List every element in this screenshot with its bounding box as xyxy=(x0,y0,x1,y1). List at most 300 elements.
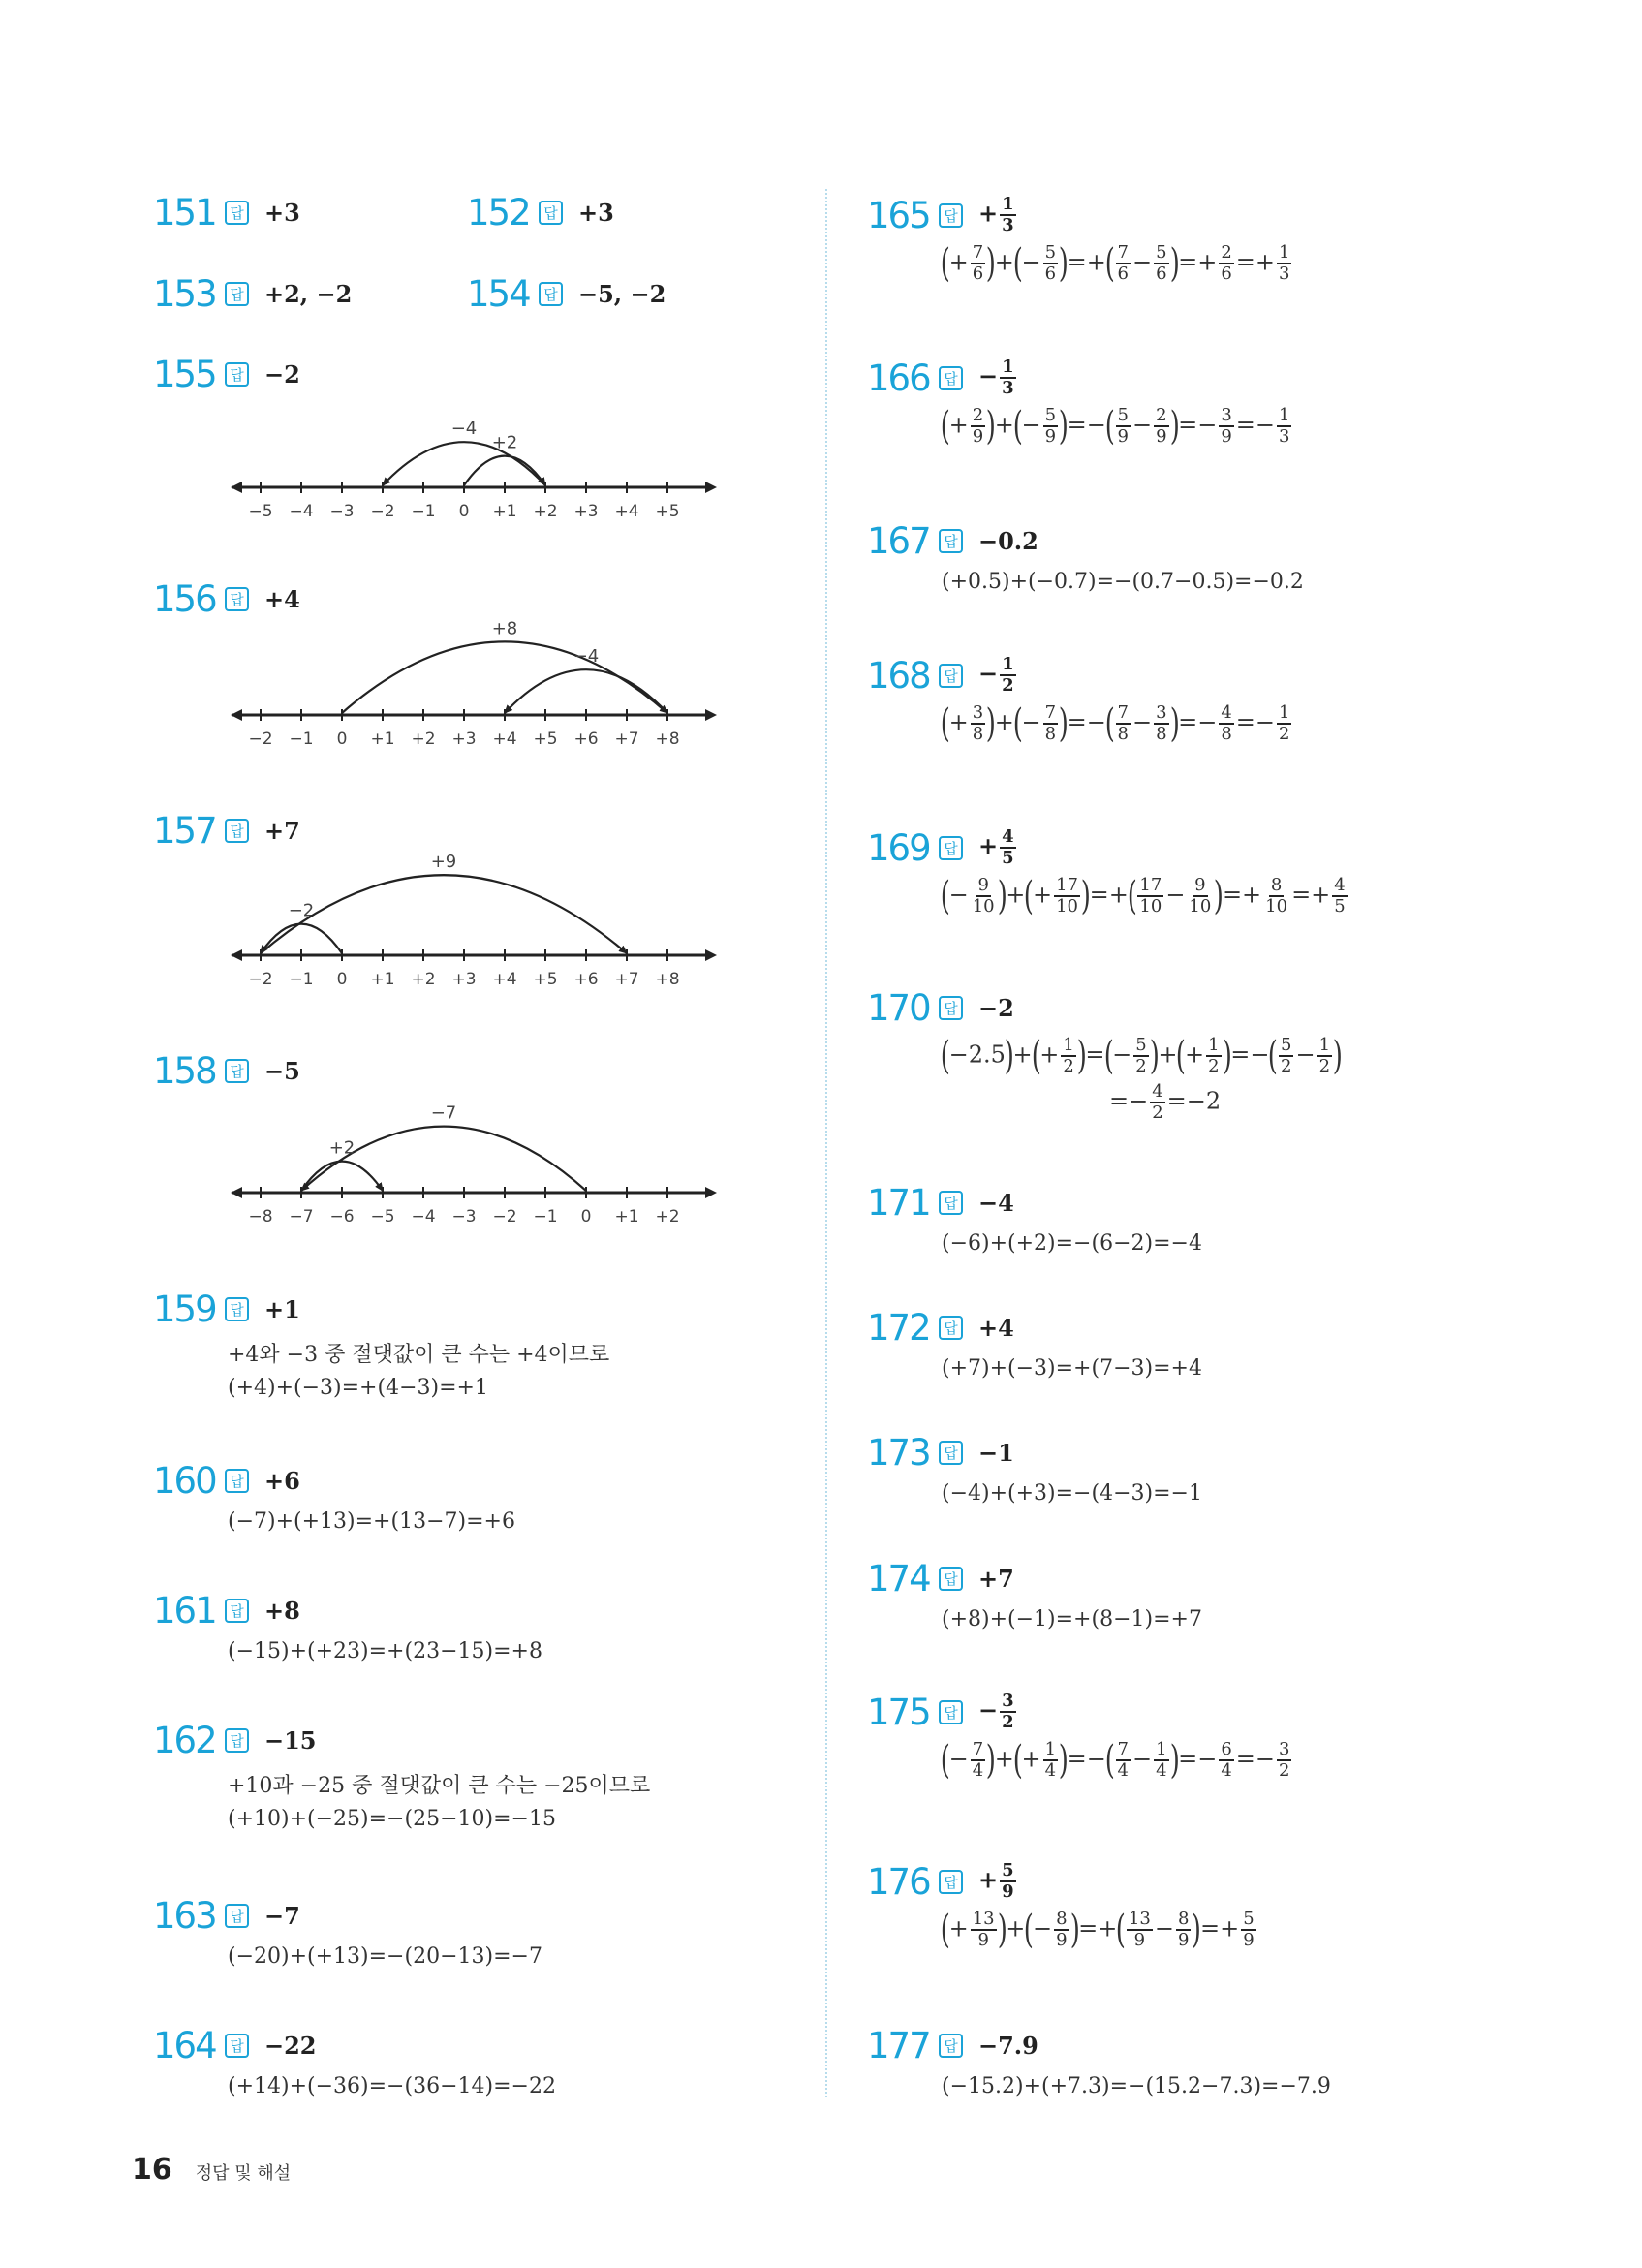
numerator: 1 xyxy=(1063,1035,1074,1055)
fraction xyxy=(1206,1037,1221,1075)
denominator: 9 xyxy=(1044,426,1057,447)
denominator: 8 xyxy=(1117,724,1129,744)
fraction xyxy=(1219,244,1233,283)
problem-155 xyxy=(153,353,300,395)
problem-154 xyxy=(467,272,666,315)
expr-text: ( xyxy=(1012,404,1023,449)
numerator: 5 xyxy=(1044,242,1057,263)
jump-arc xyxy=(261,875,627,953)
fraction xyxy=(1043,704,1058,743)
expr-text: ( xyxy=(1104,1738,1115,1783)
answer-badge: 답 xyxy=(225,282,249,306)
answer-fraction xyxy=(1000,656,1016,695)
expr-text: ( xyxy=(1031,1034,1041,1078)
expr-text: ( xyxy=(1104,404,1115,449)
expr-text: + xyxy=(1012,1041,1033,1069)
expr-text: + xyxy=(1006,1914,1026,1942)
expr-text: ( xyxy=(940,1908,950,1952)
expr-text: ) xyxy=(1222,1034,1232,1078)
problem-173 xyxy=(867,1431,1202,1506)
expr-text: + xyxy=(1021,1745,1041,1773)
answer-badge: 답 xyxy=(225,819,249,843)
numerator: 3 xyxy=(1221,405,1232,425)
numerator: 5 xyxy=(1156,242,1167,263)
numerator: 7 xyxy=(1117,242,1129,263)
expr-text: = xyxy=(1235,1745,1255,1773)
expr-text: ) xyxy=(985,404,997,449)
expr-text: + xyxy=(1185,1041,1205,1069)
problem-169 xyxy=(867,826,1349,916)
tick-label: +4 xyxy=(614,502,639,521)
denominator: 9 xyxy=(977,1930,989,1950)
expr-text: + xyxy=(948,1914,969,1942)
problem-number: 171 xyxy=(867,1181,930,1224)
numerator: 4 xyxy=(1221,702,1232,723)
answer: +7 xyxy=(264,816,300,845)
answer-badge: 답 xyxy=(225,587,249,611)
fraction xyxy=(1263,877,1289,916)
expr-text: − xyxy=(1131,1745,1153,1773)
tick-label: +5 xyxy=(655,502,680,521)
expr-text: + xyxy=(1311,881,1331,909)
expr-text: + xyxy=(948,248,969,276)
expr-text: ) xyxy=(1080,874,1091,918)
expr-text: = xyxy=(1200,1914,1221,1942)
fraction xyxy=(971,877,997,916)
problem-number: 151 xyxy=(153,191,216,233)
expr-text: = xyxy=(1235,248,1255,276)
fraction xyxy=(1116,704,1131,743)
denominator: 5 xyxy=(1002,848,1014,868)
expr-text: ( xyxy=(940,1034,950,1078)
expr-text: − xyxy=(1021,411,1041,439)
footer-label: 정답 및 해설 xyxy=(195,2163,292,2184)
numerator: 1 xyxy=(1279,405,1290,425)
expr-text: ( xyxy=(940,1738,950,1783)
tick-label: +6 xyxy=(573,730,599,749)
tick-label: +1 xyxy=(370,970,395,989)
expr-text: + xyxy=(1006,881,1026,909)
problem-number: 177 xyxy=(867,2024,930,2066)
denominator: 6 xyxy=(972,264,984,284)
denominator: 9 xyxy=(1056,1930,1068,1950)
tick-label: +3 xyxy=(451,730,477,749)
tick-label: 0 xyxy=(458,502,470,521)
expr-text: + xyxy=(1197,248,1218,276)
denominator: 2 xyxy=(1152,1103,1163,1123)
answer-badge: 답 xyxy=(225,1059,249,1083)
tick-label: −6 xyxy=(329,1207,355,1227)
expr-text: + xyxy=(1039,1041,1060,1069)
arc-label: −2 xyxy=(288,900,315,921)
expr-text: − xyxy=(1197,708,1218,736)
answer-badge: 답 xyxy=(939,664,963,688)
expr-text: + xyxy=(994,708,1014,736)
problem-175 xyxy=(867,1691,1293,1783)
expr-text: ) xyxy=(1058,1738,1069,1783)
problem-166 xyxy=(867,357,1293,449)
problem-158 xyxy=(153,1049,300,1092)
numerator: 1 xyxy=(1002,194,1014,214)
answer-sign: − xyxy=(978,361,999,390)
answer-fraction xyxy=(1000,1862,1016,1901)
problem-171 xyxy=(867,1181,1202,1256)
expr-text: ( xyxy=(1176,1034,1187,1078)
denominator: 6 xyxy=(1221,264,1232,284)
expr-text: ( xyxy=(940,241,950,286)
answer-sign: + xyxy=(978,831,999,860)
problem-161 xyxy=(153,1589,542,1663)
denominator: 6 xyxy=(1156,264,1167,284)
jump-arc xyxy=(301,1162,383,1191)
expr-text: = xyxy=(1222,881,1243,909)
denominator: 8 xyxy=(1044,724,1057,744)
denominator: 6 xyxy=(1044,264,1057,284)
problem-165 xyxy=(867,194,1293,286)
denominator: 9 xyxy=(1002,1881,1014,1902)
answer xyxy=(978,358,1018,397)
problem-176 xyxy=(867,1860,1258,1952)
answer: −1 xyxy=(978,1438,1014,1467)
tick-label: −5 xyxy=(370,1207,395,1227)
solution-line: (+14)+(−36)=−(36−14)=−22 xyxy=(228,2074,556,2098)
expr-text: = xyxy=(1085,1041,1105,1069)
expr-text: ) xyxy=(1058,241,1069,286)
arc-label: +8 xyxy=(491,618,518,639)
tick-label: −2 xyxy=(248,730,273,749)
denominator: 3 xyxy=(1002,378,1014,398)
axis-arrow-left xyxy=(231,1187,242,1198)
solution-line: (−15)+(+23)=+(23−15)=+8 xyxy=(228,1639,542,1663)
numerator: 17 xyxy=(1056,875,1078,895)
expr-text: = xyxy=(1235,411,1255,439)
fraction xyxy=(1150,1083,1164,1122)
numerator: 8 xyxy=(1270,875,1283,895)
denominator: 8 xyxy=(1221,724,1232,744)
expr-text: + xyxy=(948,411,969,439)
tick-label: −1 xyxy=(289,970,314,989)
fraction xyxy=(971,244,985,283)
arc-label: +2 xyxy=(491,432,518,453)
fraction xyxy=(1332,877,1347,916)
expr-text: = xyxy=(1067,708,1087,736)
numerator: 4 xyxy=(1334,875,1346,895)
problem-number: 173 xyxy=(867,1431,930,1474)
answer-badge: 답 xyxy=(939,1191,963,1215)
number-line-155 xyxy=(229,407,723,528)
numerator: 5 xyxy=(1135,1035,1147,1055)
denominator: 9 xyxy=(1177,1930,1190,1950)
answer: −5 xyxy=(264,1056,300,1085)
expr-text: ( xyxy=(1103,1034,1114,1078)
answer-badge: 답 xyxy=(225,1297,249,1321)
solution-line: (−20)+(+13)=−(20−13)=−7 xyxy=(228,1944,542,1969)
fraction xyxy=(1317,1037,1332,1075)
expr-text: ( xyxy=(1116,1908,1127,1952)
problem-number: 164 xyxy=(153,2024,216,2066)
expr-text: − xyxy=(1086,411,1106,439)
answer-badge: 답 xyxy=(225,1728,249,1753)
problem-number: 155 xyxy=(153,353,216,395)
fraction xyxy=(1061,1037,1075,1075)
fraction xyxy=(1116,407,1131,446)
expr-text: ( xyxy=(1012,701,1023,746)
expr-text: − xyxy=(1165,881,1186,909)
fraction xyxy=(1219,407,1233,446)
expr-text: ( xyxy=(1268,1034,1279,1078)
expr-text: ) xyxy=(1332,1034,1343,1078)
solution-expression xyxy=(940,241,1293,286)
expr-text: + xyxy=(1098,1914,1118,1942)
answer: +7 xyxy=(978,1564,1014,1593)
denominator: 4 xyxy=(1156,1760,1167,1781)
denominator: 6 xyxy=(1117,264,1129,284)
arc-label: +2 xyxy=(328,1137,356,1159)
answer xyxy=(978,828,1018,867)
denominator: 4 xyxy=(1117,1760,1129,1781)
tick-label: −2 xyxy=(492,1207,517,1227)
tick-label: +3 xyxy=(573,502,599,521)
numerator: 2 xyxy=(1221,242,1232,263)
problem-153 xyxy=(153,272,352,315)
expr-text: ( xyxy=(940,701,950,746)
problem-number: 152 xyxy=(467,191,530,233)
jump-arc xyxy=(301,1127,586,1191)
answer-badge: 답 xyxy=(939,1700,963,1724)
fraction xyxy=(1277,704,1291,743)
tick-label: −2 xyxy=(370,502,395,521)
denominator: 10 xyxy=(1265,896,1288,917)
tick-label: −4 xyxy=(411,1207,436,1227)
expr-text: − xyxy=(1131,248,1153,276)
expr-text: = xyxy=(1235,708,1255,736)
numerator: 1 xyxy=(1279,242,1290,263)
denominator: 3 xyxy=(1279,426,1290,447)
fraction xyxy=(1133,1037,1148,1075)
expr-text: − xyxy=(1086,1745,1106,1773)
page-footer xyxy=(132,2153,291,2187)
expr-text: − xyxy=(1032,1914,1053,1942)
expr-text: − xyxy=(1255,1745,1276,1773)
tick-label: +8 xyxy=(655,970,680,989)
answer-badge: 답 xyxy=(939,836,963,860)
tick-label: +4 xyxy=(492,730,517,749)
solution-line: (−15.2)+(+7.3)=−(15.2−7.3)=−7.9 xyxy=(942,2074,1331,2098)
solution-expression xyxy=(940,1034,1343,1078)
expr-text: − xyxy=(948,881,969,909)
expr-text: ) xyxy=(1004,1034,1014,1078)
arc-label: −4 xyxy=(450,419,478,440)
fraction xyxy=(1277,407,1291,446)
numerator: 8 xyxy=(1177,1909,1190,1929)
answer-sign: − xyxy=(978,659,999,688)
denominator: 10 xyxy=(972,896,995,917)
answer-badge: 답 xyxy=(939,1441,963,1465)
jump-arc xyxy=(505,669,667,713)
expr-text: ) xyxy=(1149,1034,1160,1078)
tick-label: −3 xyxy=(329,502,355,521)
expr-text: ) xyxy=(985,1738,997,1783)
fraction xyxy=(1127,1911,1153,1949)
numerator: 5 xyxy=(1117,405,1129,425)
expr-text: ) xyxy=(1058,404,1069,449)
jump-arc xyxy=(464,456,545,485)
numerator: 4 xyxy=(1002,826,1014,847)
answer-badge: 답 xyxy=(939,996,963,1020)
denominator: 2 xyxy=(1002,1712,1014,1732)
numerator: 8 xyxy=(1056,1909,1068,1929)
numerator: 9 xyxy=(977,875,989,895)
solution-line: (+0.5)+(−0.7)=−(0.7−0.5)=−0.2 xyxy=(942,570,1304,594)
solution-expression xyxy=(940,404,1293,449)
expr-text: − xyxy=(1197,1745,1218,1773)
numerator: 4 xyxy=(1152,1081,1163,1102)
problem-number: 159 xyxy=(153,1288,216,1330)
numerator: 1 xyxy=(1208,1035,1220,1055)
expr-text: − xyxy=(948,1745,969,1773)
answer-badge: 답 xyxy=(939,203,963,228)
problem-number: 166 xyxy=(867,357,930,399)
numerator: 3 xyxy=(1279,1739,1290,1759)
solution-expression xyxy=(940,701,1293,746)
denominator: 2 xyxy=(1002,675,1014,696)
tick-label: +2 xyxy=(411,730,436,749)
expr-text: = xyxy=(1067,248,1087,276)
expr-text: + xyxy=(1158,1041,1178,1069)
answer-badge: 답 xyxy=(939,366,963,390)
expr-text: ( xyxy=(1012,1738,1023,1783)
fraction xyxy=(1241,1911,1255,1949)
fraction xyxy=(1043,244,1058,283)
numerator: 7 xyxy=(972,1739,984,1759)
numerator: 7 xyxy=(972,242,984,263)
answer xyxy=(978,1862,1018,1901)
problem-number: 176 xyxy=(867,1860,930,1903)
answer-badge: 답 xyxy=(539,282,563,306)
expr-text: = xyxy=(1178,1745,1198,1773)
expr-text: = xyxy=(1230,1041,1251,1069)
fraction xyxy=(1187,877,1213,916)
expr-text: ) xyxy=(1058,701,1069,746)
expr-text: − xyxy=(1186,1087,1206,1115)
answer: +6 xyxy=(264,1466,300,1495)
expr-text: + xyxy=(1108,881,1129,909)
numerator: 1 xyxy=(1279,702,1290,723)
axis-arrow-left xyxy=(231,949,242,961)
answer-sign: − xyxy=(978,1695,999,1724)
expr-text: ) xyxy=(1169,1738,1180,1783)
answer-sign: + xyxy=(978,1865,999,1894)
problem-162 xyxy=(153,1719,650,1831)
answer: −2 xyxy=(978,993,1014,1022)
solution-line: (−6)+(+2)=−(6−2)=−4 xyxy=(942,1231,1202,1256)
denominator: 2 xyxy=(1279,1760,1290,1781)
explanation-text: +4와 −3 중 절댓값이 큰 수는 +4이므로 xyxy=(228,1343,610,1367)
page-number: 16 xyxy=(132,2153,172,2187)
problem-157 xyxy=(153,809,300,852)
number-line-156 xyxy=(229,618,723,756)
expr-text: − xyxy=(1112,1041,1132,1069)
tick-label: −4 xyxy=(289,502,314,521)
fraction xyxy=(971,1911,997,1949)
expr-text: = xyxy=(1178,411,1198,439)
numerator: 1 xyxy=(1318,1035,1331,1055)
expr-text: ) xyxy=(1076,1034,1087,1078)
expr-text: + xyxy=(994,1745,1014,1773)
fraction xyxy=(971,407,985,446)
problem-number: 170 xyxy=(867,986,930,1029)
answer: −2 xyxy=(264,359,300,388)
denominator: 2 xyxy=(1318,1056,1331,1076)
problem-number: 161 xyxy=(153,1589,216,1631)
expr-text: ) xyxy=(1214,874,1224,918)
expr-text: − xyxy=(1255,708,1276,736)
expr-text: ( xyxy=(1104,241,1115,286)
fraction xyxy=(1054,877,1080,916)
problem-160 xyxy=(153,1459,515,1534)
answer: −7.9 xyxy=(978,2031,1038,2060)
answer-badge: 답 xyxy=(225,1904,249,1928)
expr-text: = xyxy=(1178,248,1198,276)
tick-label: +1 xyxy=(614,1207,639,1227)
denominator: 10 xyxy=(1139,896,1162,917)
tick-label: +2 xyxy=(411,970,436,989)
answer: +8 xyxy=(264,1596,300,1625)
tick-label: +8 xyxy=(655,730,680,749)
denominator: 2 xyxy=(1281,1056,1292,1076)
numerator: 3 xyxy=(1002,1691,1014,1711)
fraction xyxy=(1279,1037,1293,1075)
denominator: 10 xyxy=(1056,896,1078,917)
expr-text: ( xyxy=(1104,701,1115,746)
explanation-text: +10과 −25 중 절댓값이 큰 수는 −25이므로 xyxy=(228,1774,651,1798)
numerator: 5 xyxy=(1281,1035,1292,1055)
problem-number: 156 xyxy=(153,577,216,620)
expr-text: − xyxy=(1154,1914,1174,1942)
numerator: 1 xyxy=(1002,654,1014,674)
expr-text: ( xyxy=(1127,874,1137,918)
fraction xyxy=(1043,1741,1058,1780)
expr-text: + xyxy=(994,248,1014,276)
expr-text: + xyxy=(1242,881,1262,909)
answer: −0.2 xyxy=(978,526,1038,555)
answer-badge: 답 xyxy=(939,1870,963,1894)
tick-label: +4 xyxy=(492,970,517,989)
problem-172 xyxy=(867,1306,1202,1381)
answer: −4 xyxy=(978,1188,1014,1217)
problem-number: 154 xyxy=(467,272,530,315)
expr-text: ) xyxy=(997,874,1007,918)
numerator: 1 xyxy=(1156,1739,1167,1759)
tick-label: +5 xyxy=(533,970,558,989)
denominator: 9 xyxy=(1243,1930,1255,1950)
numerator: 3 xyxy=(972,702,984,723)
numerator: 3 xyxy=(1156,702,1167,723)
denominator: 5 xyxy=(1334,896,1346,917)
numerator: 17 xyxy=(1139,875,1162,895)
tick-label: −1 xyxy=(289,730,314,749)
denominator: 9 xyxy=(1156,426,1167,447)
denominator: 4 xyxy=(972,1760,984,1781)
jump-arc xyxy=(383,442,545,485)
numerator: 2 xyxy=(1156,405,1167,425)
answer-badge: 답 xyxy=(939,1567,963,1591)
answer-badge: 답 xyxy=(539,201,563,225)
tick-label: −1 xyxy=(533,1207,558,1227)
tick-label: +2 xyxy=(533,502,558,521)
expr-text: + xyxy=(1032,881,1053,909)
tick-label: +5 xyxy=(533,730,558,749)
